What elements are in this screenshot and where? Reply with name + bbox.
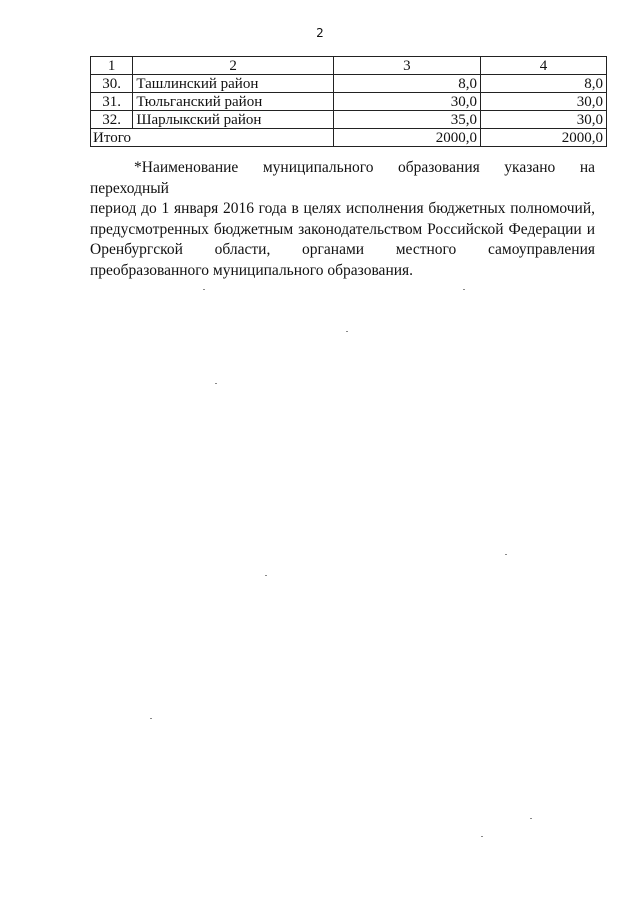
- value-col3-cell: 35,0: [333, 111, 480, 129]
- scan-speck: [481, 836, 483, 837]
- header-cell-4: 4: [480, 57, 606, 75]
- footnote-paragraph: [90, 158, 595, 281]
- page-number: 2: [316, 26, 324, 40]
- value-col3-cell: 8,0: [333, 75, 480, 93]
- footnote-line: преобразованного муниципального образования.: [90, 261, 414, 279]
- scan-speck: [150, 718, 152, 719]
- footnote-line: Оренбургской области, органами местного самоуправления: [90, 241, 595, 258]
- scan-speck: [505, 554, 507, 555]
- scan-speck: [530, 818, 532, 819]
- header-cell-3: 3: [333, 57, 480, 75]
- value-col4-cell: 8,0: [480, 75, 606, 93]
- total-col3-cell: 2000,0: [333, 129, 480, 147]
- total-label-cell: Итого: [91, 129, 334, 147]
- value-col4-cell: 30,0: [480, 111, 606, 129]
- scan-speck: [265, 575, 267, 576]
- scan-speck: [203, 289, 205, 290]
- scan-speck: [346, 331, 348, 332]
- row-number-cell: 30.: [91, 75, 133, 93]
- row-number-cell: 32.: [91, 111, 133, 129]
- footnote-line: предусмотренных бюджетным законодательством Российской Федерации и: [90, 220, 595, 238]
- header-cell-2: 2: [133, 57, 333, 75]
- district-name-cell: Тюльганский район: [133, 93, 333, 111]
- table-total-row: [91, 129, 607, 147]
- header-cell-1: 1: [91, 57, 133, 75]
- total-col4-cell: 2000,0: [480, 129, 606, 147]
- district-name-cell: Шарлыкский район: [133, 111, 333, 129]
- table-row: [91, 111, 607, 129]
- table-row: [91, 93, 607, 111]
- row-number-cell: 31.: [91, 93, 133, 111]
- value-col4-cell: 30,0: [480, 93, 606, 111]
- table-header-row: [91, 57, 607, 75]
- footnote-line: *Наименование муниципального образования указано на переходный: [90, 159, 595, 197]
- scan-speck: [215, 383, 217, 384]
- data-table: [90, 56, 607, 147]
- scan-speck: [463, 289, 465, 290]
- table-row: [91, 75, 607, 93]
- footnote-line: период до 1 января 2016 года в целях исполнения бюджетных полномочий,: [90, 200, 595, 217]
- value-col3-cell: 30,0: [333, 93, 480, 111]
- district-name-cell: Ташлинский район: [133, 75, 333, 93]
